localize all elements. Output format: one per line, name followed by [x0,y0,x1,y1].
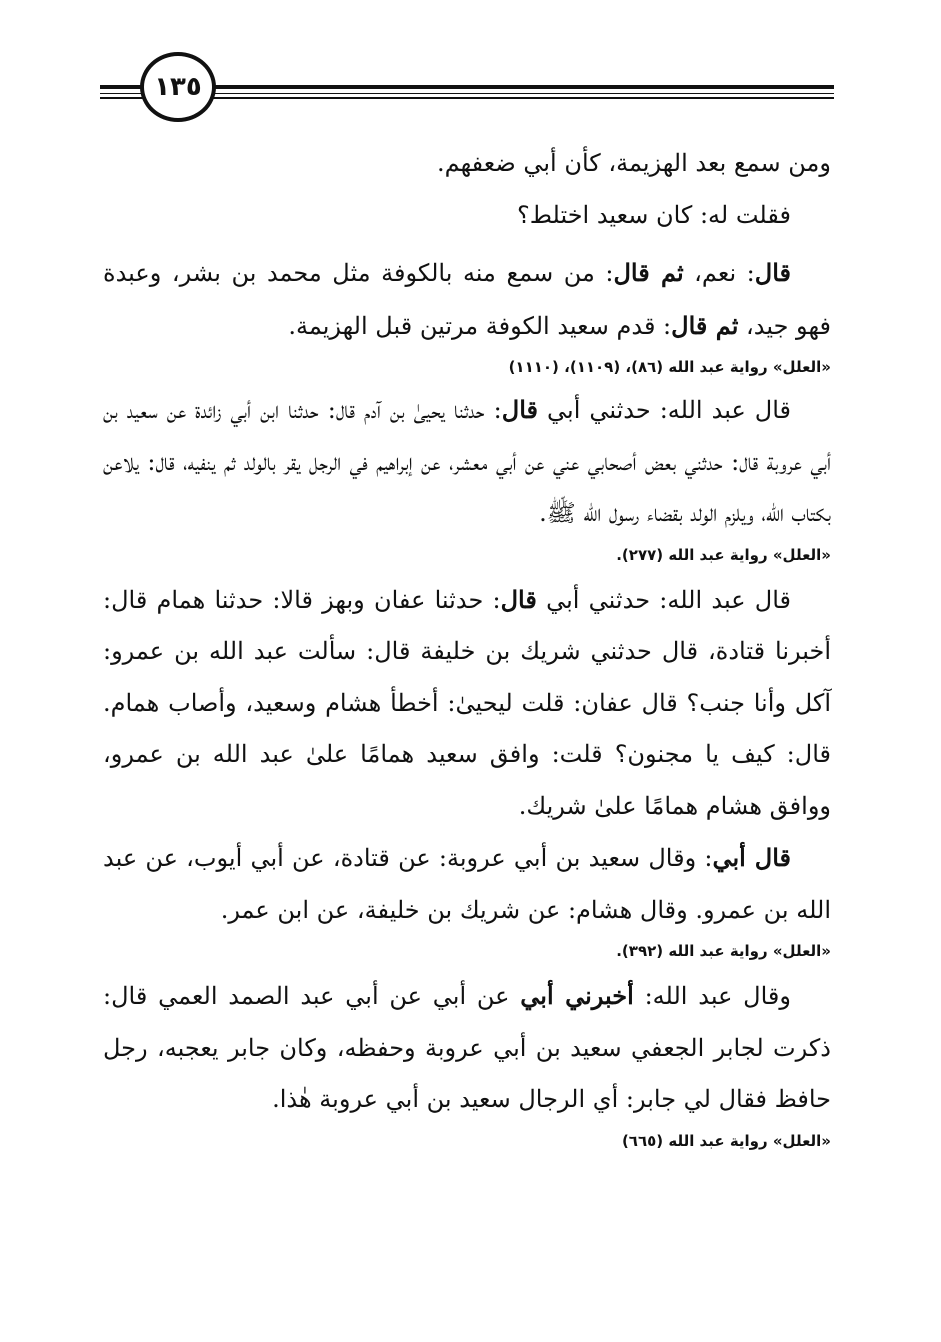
keyword: قال [754,258,791,287]
text: فقلت له: كان سعيد اختلط؟ [516,200,791,229]
keyword: قال أبي [712,843,791,872]
text: وقال عبد الله: [633,982,791,1010]
citation: «العلل» رواية عبد الله (٨٦)، (١١٠٩)، (١١١٠) [508,358,831,376]
text: : حدثنا عفان وبهز قالا: حدثنا همام قال: أخبرنا قتادة، قال حدثني شريك بن خليفة قال: سألت عبد الله بن عمرو: آكل وأنا جنب؟ قال عفان: قلت ليحيىٰ: أخطأ هشام وسعيد، وأصاب همام. قال: كيف يا مجنون؟ قلت: وافق سعيد همامًا علىٰ عبد الله بن عمرو، ووافق هشام همامًا علىٰ شريك. [103,585,831,820]
paragraph-continuation [103,138,831,190]
keyword: ثم قال [671,310,739,340]
page-header [100,52,834,124]
citation: «العلل» رواية عبد الله (٣٩٢). [616,942,831,960]
keyword: أخبرني أبي [520,981,634,1010]
text: عن أبي عن أبي عبد الصمد العمي قال: ذكرت لجابر الجعفي سعيد بن أبي عروبة وحفظه، وكان جابر يعجبه، رجل حافظ فقال لي جابر: أي الرجال سعيد بن أبي عروبة هٰذا. [103,982,831,1113]
paragraph [103,970,831,1126]
text: : قدم سعيد الكوفة مرتين قبل الهزيمة. [288,311,672,340]
keyword: قال [500,584,537,614]
page-number: ١٣٥ [154,72,202,102]
paragraph [103,190,831,242]
page-body [103,138,831,1158]
text: ومن سمع بعد الهزيمة، كأن أبي ضعفهم. [436,149,831,177]
text: : وقال سعيد بن أبي عروبة: عن قتادة، عن أبي أيوب، عن عبد الله بن عمرو. وقال هشام: عن شريك بن خليفة، عن ابن عمر. [103,844,831,924]
paragraph [103,247,831,352]
text: : من سمع منه بالكوفة مثل محمد بن بشر، وعبدة فهو جيد، [103,259,831,340]
paragraph [103,832,831,936]
text: قال عبد الله: حدثني أبي [538,396,791,424]
paragraph [103,574,831,833]
keyword: قال [501,395,538,424]
text: قال عبد الله: حدثني أبي [536,585,791,614]
citation: «العلل» رواية عبد الله (٦٦٥) [621,1131,831,1150]
page-number-badge [140,52,216,122]
keyword: ثم قال [613,258,684,287]
text: : نعم، [683,259,755,287]
text: : حدثنا يحيىٰ بن آدم قال: حدثنا ابن أبي زائدة عن سعيد بن أبي عروبة قال: حدثني بعض أصحابي عني عن أبي معشر، عن إبراهيم في الرجل يقر بالولد ثم ينفيه، قال: يلاعن بكتاب الله، ويلزم الولد بقضاء رسول الله ﷺ. [103,396,831,527]
paragraph [103,384,831,540]
citation: «العلل» رواية عبد الله (٢٧٧). [616,545,831,564]
